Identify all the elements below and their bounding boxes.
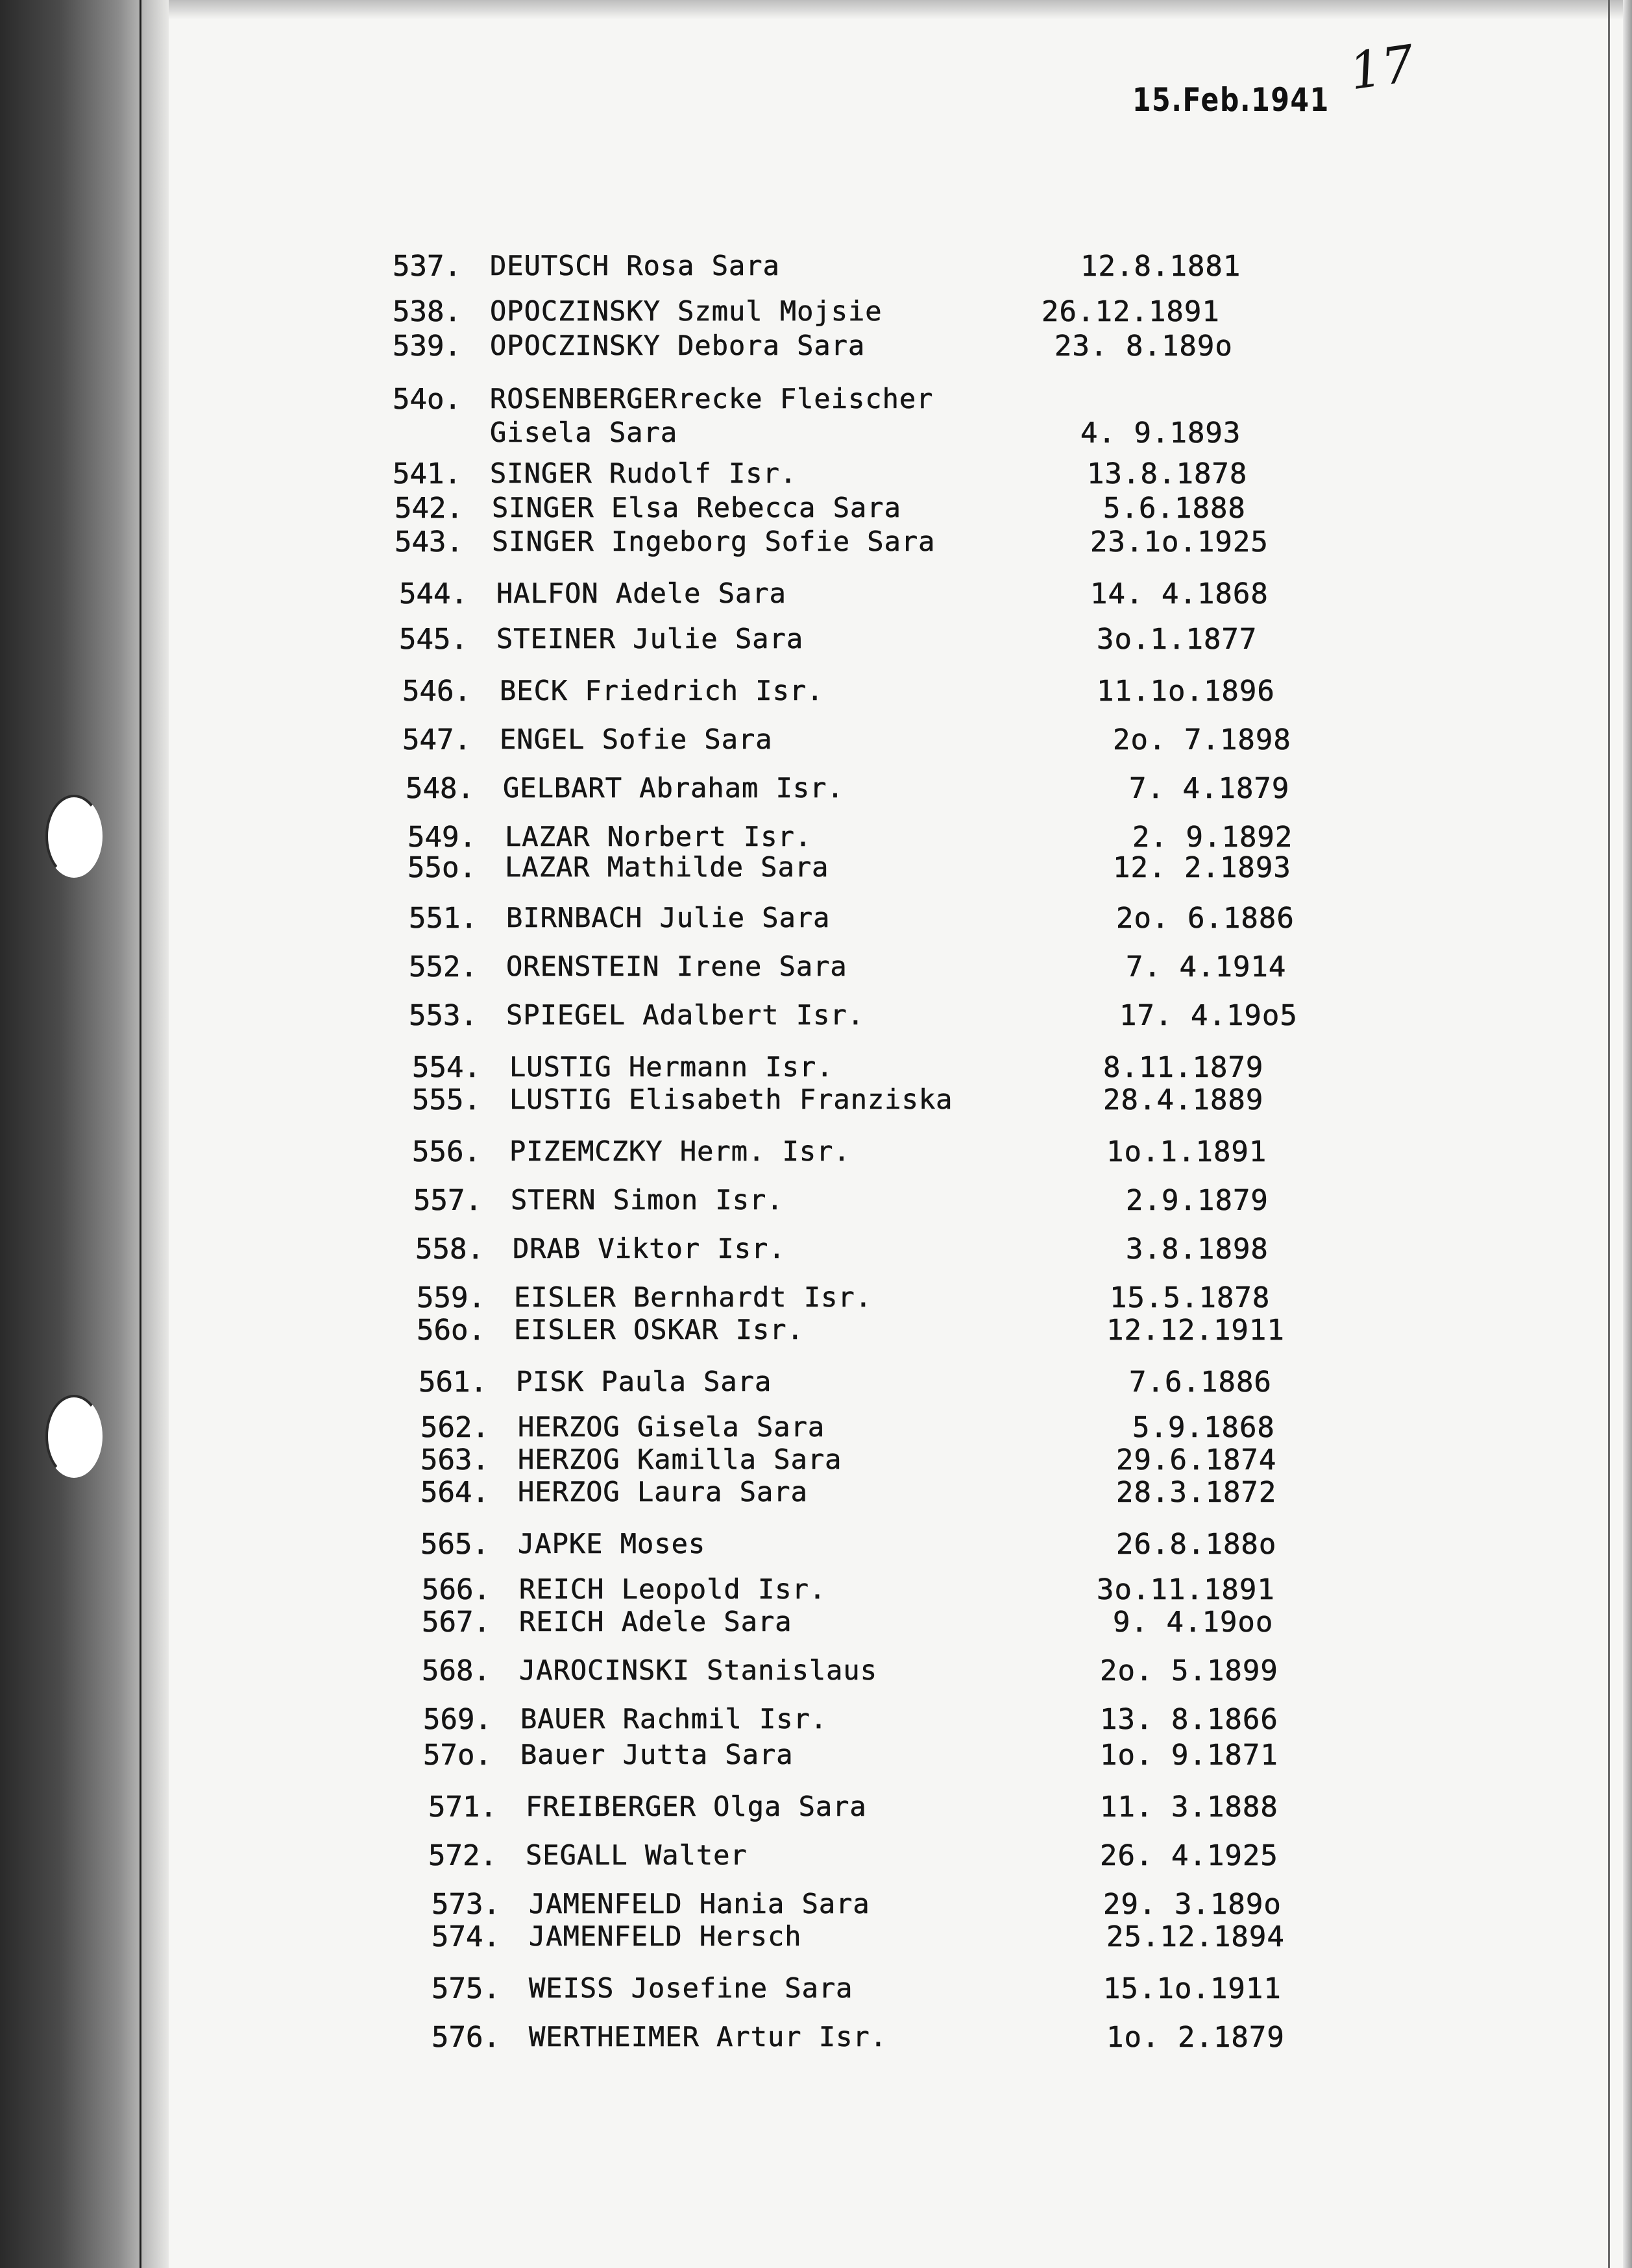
entry-number: 544. — [399, 577, 468, 610]
entry-number: 551. — [409, 902, 478, 935]
entry-number: 566. — [422, 1573, 491, 1606]
entry-number: 576. — [432, 2021, 500, 2054]
entry-number: 571. — [428, 1791, 497, 1824]
entry-number: 57o. — [423, 1739, 492, 1772]
entry-name: FREIBERGER Olga Sara — [526, 1791, 867, 1822]
entry-name: BECK Friedrich Isr. — [500, 675, 824, 706]
entry-name: LAZAR Norbert Isr. — [505, 821, 812, 852]
entry-number: 561. — [419, 1366, 487, 1399]
entry-birth-date: 26. 4.1925 — [1100, 1839, 1278, 1872]
entry-birth-date: 1o. 9.1871 — [1100, 1739, 1278, 1772]
entry-birth-date: 25.12.1894 — [1106, 1920, 1285, 1953]
entry-number: 553. — [409, 999, 478, 1032]
entry-birth-date: 23. 8.189o — [1054, 330, 1233, 363]
entry-name: HERZOG Laura Sara — [518, 1476, 808, 1508]
entry-name: BIRNBACH Julie Sara — [506, 902, 831, 934]
entry-number: 557. — [413, 1184, 482, 1217]
entry-number: 562. — [420, 1411, 489, 1444]
punch-hole-lower — [45, 1395, 103, 1478]
page-number: 17 — [1346, 34, 1419, 102]
entry-number: 541. — [393, 457, 461, 490]
entry-name: HALFON Adele Sara — [496, 577, 786, 609]
entry-birth-date: 8.11.1879 — [1103, 1051, 1264, 1084]
entry-birth-date: 12.8.1881 — [1080, 250, 1241, 283]
entry-name: JAPKE Moses — [518, 1528, 706, 1560]
entry-number: 549. — [408, 821, 476, 854]
entry-birth-date: 29. 3.189o — [1103, 1888, 1282, 1921]
entry-name: GELBART Abraham Isr. — [503, 772, 844, 804]
entry-name: PISK Paula Sara — [516, 1366, 772, 1397]
entry-name: STERN Simon Isr. — [511, 1184, 784, 1216]
entry-birth-date: 12.12.1911 — [1106, 1314, 1285, 1347]
entry-birth-date: 26.12.1891 — [1041, 295, 1220, 328]
entry-number: 539. — [393, 330, 461, 363]
entry-birth-date: 7.6.1886 — [1129, 1366, 1272, 1399]
entry-birth-date: 2o. 6.1886 — [1116, 902, 1295, 935]
entry-name: OPOCZINSKY Szmul Mojsie — [490, 295, 883, 327]
entry-birth-date: 28.4.1889 — [1103, 1083, 1264, 1116]
entry-birth-date: 28.3.1872 — [1116, 1476, 1277, 1509]
entry-birth-date: 3o.1.1877 — [1097, 623, 1258, 656]
entry-name: JAMENFELD Hersch — [529, 1920, 802, 1952]
entry-name: LUSTIG Hermann Isr. — [509, 1051, 834, 1083]
entry-birth-date: 5.9.1868 — [1132, 1411, 1275, 1444]
entry-name: ROSENBERGERrecke Fleischer — [490, 383, 934, 415]
entry-birth-date: 1o.1.1891 — [1106, 1135, 1267, 1168]
entry-number: 575. — [432, 1972, 500, 2005]
entry-birth-date: 17. 4.19o5 — [1119, 999, 1298, 1032]
entry-name: REICH Leopold Isr. — [519, 1573, 827, 1605]
punch-hole-upper — [45, 795, 103, 878]
entry-number: 543. — [395, 525, 463, 559]
entry-birth-date: 29.6.1874 — [1116, 1443, 1277, 1477]
entry-name: HERZOG Kamilla Sara — [518, 1443, 842, 1475]
entry-name: DEUTSCH Rosa Sara — [490, 250, 780, 282]
entry-number: 558. — [415, 1233, 484, 1266]
entry-birth-date: 4. 9.1893 — [1080, 416, 1241, 450]
entry-birth-date: 7. 4.1879 — [1129, 772, 1290, 805]
entry-number: 563. — [420, 1443, 489, 1477]
entry-name: STEINER Julie Sara — [496, 623, 804, 655]
entry-birth-date: 2o. 5.1899 — [1100, 1654, 1278, 1687]
entry-number: 565. — [420, 1528, 489, 1561]
entry-number: 573. — [432, 1888, 500, 1921]
entry-number: 55o. — [408, 851, 476, 884]
entry-number: 567. — [422, 1606, 491, 1639]
entry-number: 545. — [399, 623, 468, 656]
entry-birth-date: 13. 8.1866 — [1100, 1703, 1278, 1736]
entry-birth-date: 11.1o.1896 — [1097, 675, 1275, 708]
entry-name-continued: Gisela Sara — [490, 416, 678, 448]
entry-number: 556. — [412, 1135, 481, 1168]
entry-birth-date: 15.1o.1911 — [1103, 1972, 1282, 2005]
top-shadow — [0, 0, 1632, 19]
entry-name: WEISS Josefine Sara — [529, 1972, 853, 2004]
entry-birth-date: 13.8.1878 — [1087, 457, 1248, 490]
entry-number: 538. — [393, 295, 461, 328]
entry-name: JAROCINSKI Stanislaus — [519, 1654, 878, 1686]
entry-birth-date: 9. 4.19oo — [1113, 1606, 1274, 1639]
entry-name: EISLER OSKAR Isr. — [514, 1314, 804, 1345]
entry-birth-date: 2. 9.1892 — [1132, 821, 1293, 854]
entry-number: 547. — [402, 723, 471, 756]
entry-number: 559. — [417, 1281, 485, 1314]
entry-name: ENGEL Sofie Sara — [500, 723, 773, 755]
entry-number: 555. — [412, 1083, 481, 1116]
entry-birth-date: 2o. 7.1898 — [1113, 723, 1291, 756]
entry-number: 552. — [409, 950, 478, 983]
entry-name: LAZAR Mathilde Sara — [505, 851, 829, 883]
entry-birth-date: 12. 2.1893 — [1113, 851, 1291, 884]
entry-number: 537. — [393, 250, 461, 283]
entry-number: 564. — [420, 1476, 489, 1509]
entry-name: ORENSTEIN Irene Sara — [506, 950, 847, 982]
entry-number: 568. — [422, 1654, 491, 1687]
entry-name: HERZOG Gisela Sara — [518, 1411, 825, 1443]
entry-number: 546. — [402, 675, 471, 708]
entry-name: LUSTIG Elisabeth Franziska — [509, 1083, 953, 1115]
entry-birth-date: 15.5.1878 — [1110, 1281, 1271, 1314]
entry-name: SPIEGEL Adalbert Isr. — [506, 999, 865, 1031]
entry-birth-date: 14. 4.1868 — [1090, 577, 1269, 610]
entry-birth-date: 11. 3.1888 — [1100, 1791, 1278, 1824]
entry-number: 548. — [406, 772, 474, 805]
entry-number: 569. — [423, 1703, 492, 1736]
binder-shadow — [0, 0, 169, 2268]
right-edge-line — [1608, 0, 1610, 2268]
entry-birth-date: 7. 4.1914 — [1126, 950, 1287, 983]
entry-name: OPOCZINSKY Debora Sara — [490, 330, 866, 361]
entry-name: JAMENFELD Hania Sara — [529, 1888, 870, 1920]
entry-number: 54o. — [393, 383, 461, 416]
entry-name: DRAB Viktor Isr. — [513, 1233, 786, 1264]
entry-number: 574. — [432, 1920, 500, 1953]
entry-name: EISLER Bernhardt Isr. — [514, 1281, 873, 1313]
entry-number: 56o. — [417, 1314, 485, 1347]
entry-number: 554. — [412, 1051, 481, 1084]
entry-name: REICH Adele Sara — [519, 1606, 792, 1637]
stamp-date: 15.Feb.1941 — [1132, 81, 1330, 119]
entry-number: 572. — [428, 1839, 497, 1872]
entry-birth-date: 3o.11.1891 — [1097, 1573, 1275, 1606]
entry-name: SINGER Elsa Rebecca Sara — [492, 492, 901, 524]
entry-name: SEGALL Walter — [526, 1839, 748, 1871]
entry-birth-date: 3.8.1898 — [1126, 1233, 1269, 1266]
entry-name: Bauer Jutta Sara — [520, 1739, 794, 1770]
entry-number: 542. — [395, 492, 463, 525]
entry-name: PIZEMCZKY Herm. Isr. — [509, 1135, 851, 1167]
entry-name: BAUER Rachmil Isr. — [520, 1703, 828, 1735]
right-page-edge — [1623, 0, 1632, 2268]
entry-birth-date: 2.9.1879 — [1126, 1184, 1269, 1217]
entry-birth-date: 5.6.1888 — [1103, 492, 1246, 525]
entry-birth-date: 1o. 2.1879 — [1106, 2021, 1285, 2054]
entry-name: SINGER Ingeborg Sofie Sara — [492, 525, 936, 557]
binder-edge — [140, 0, 141, 2268]
entry-name: SINGER Rudolf Isr. — [490, 457, 798, 489]
entry-birth-date: 23.1o.1925 — [1090, 525, 1269, 559]
entry-birth-date: 26.8.188o — [1116, 1528, 1277, 1561]
entry-name: WERTHEIMER Artur Isr. — [529, 2021, 888, 2053]
